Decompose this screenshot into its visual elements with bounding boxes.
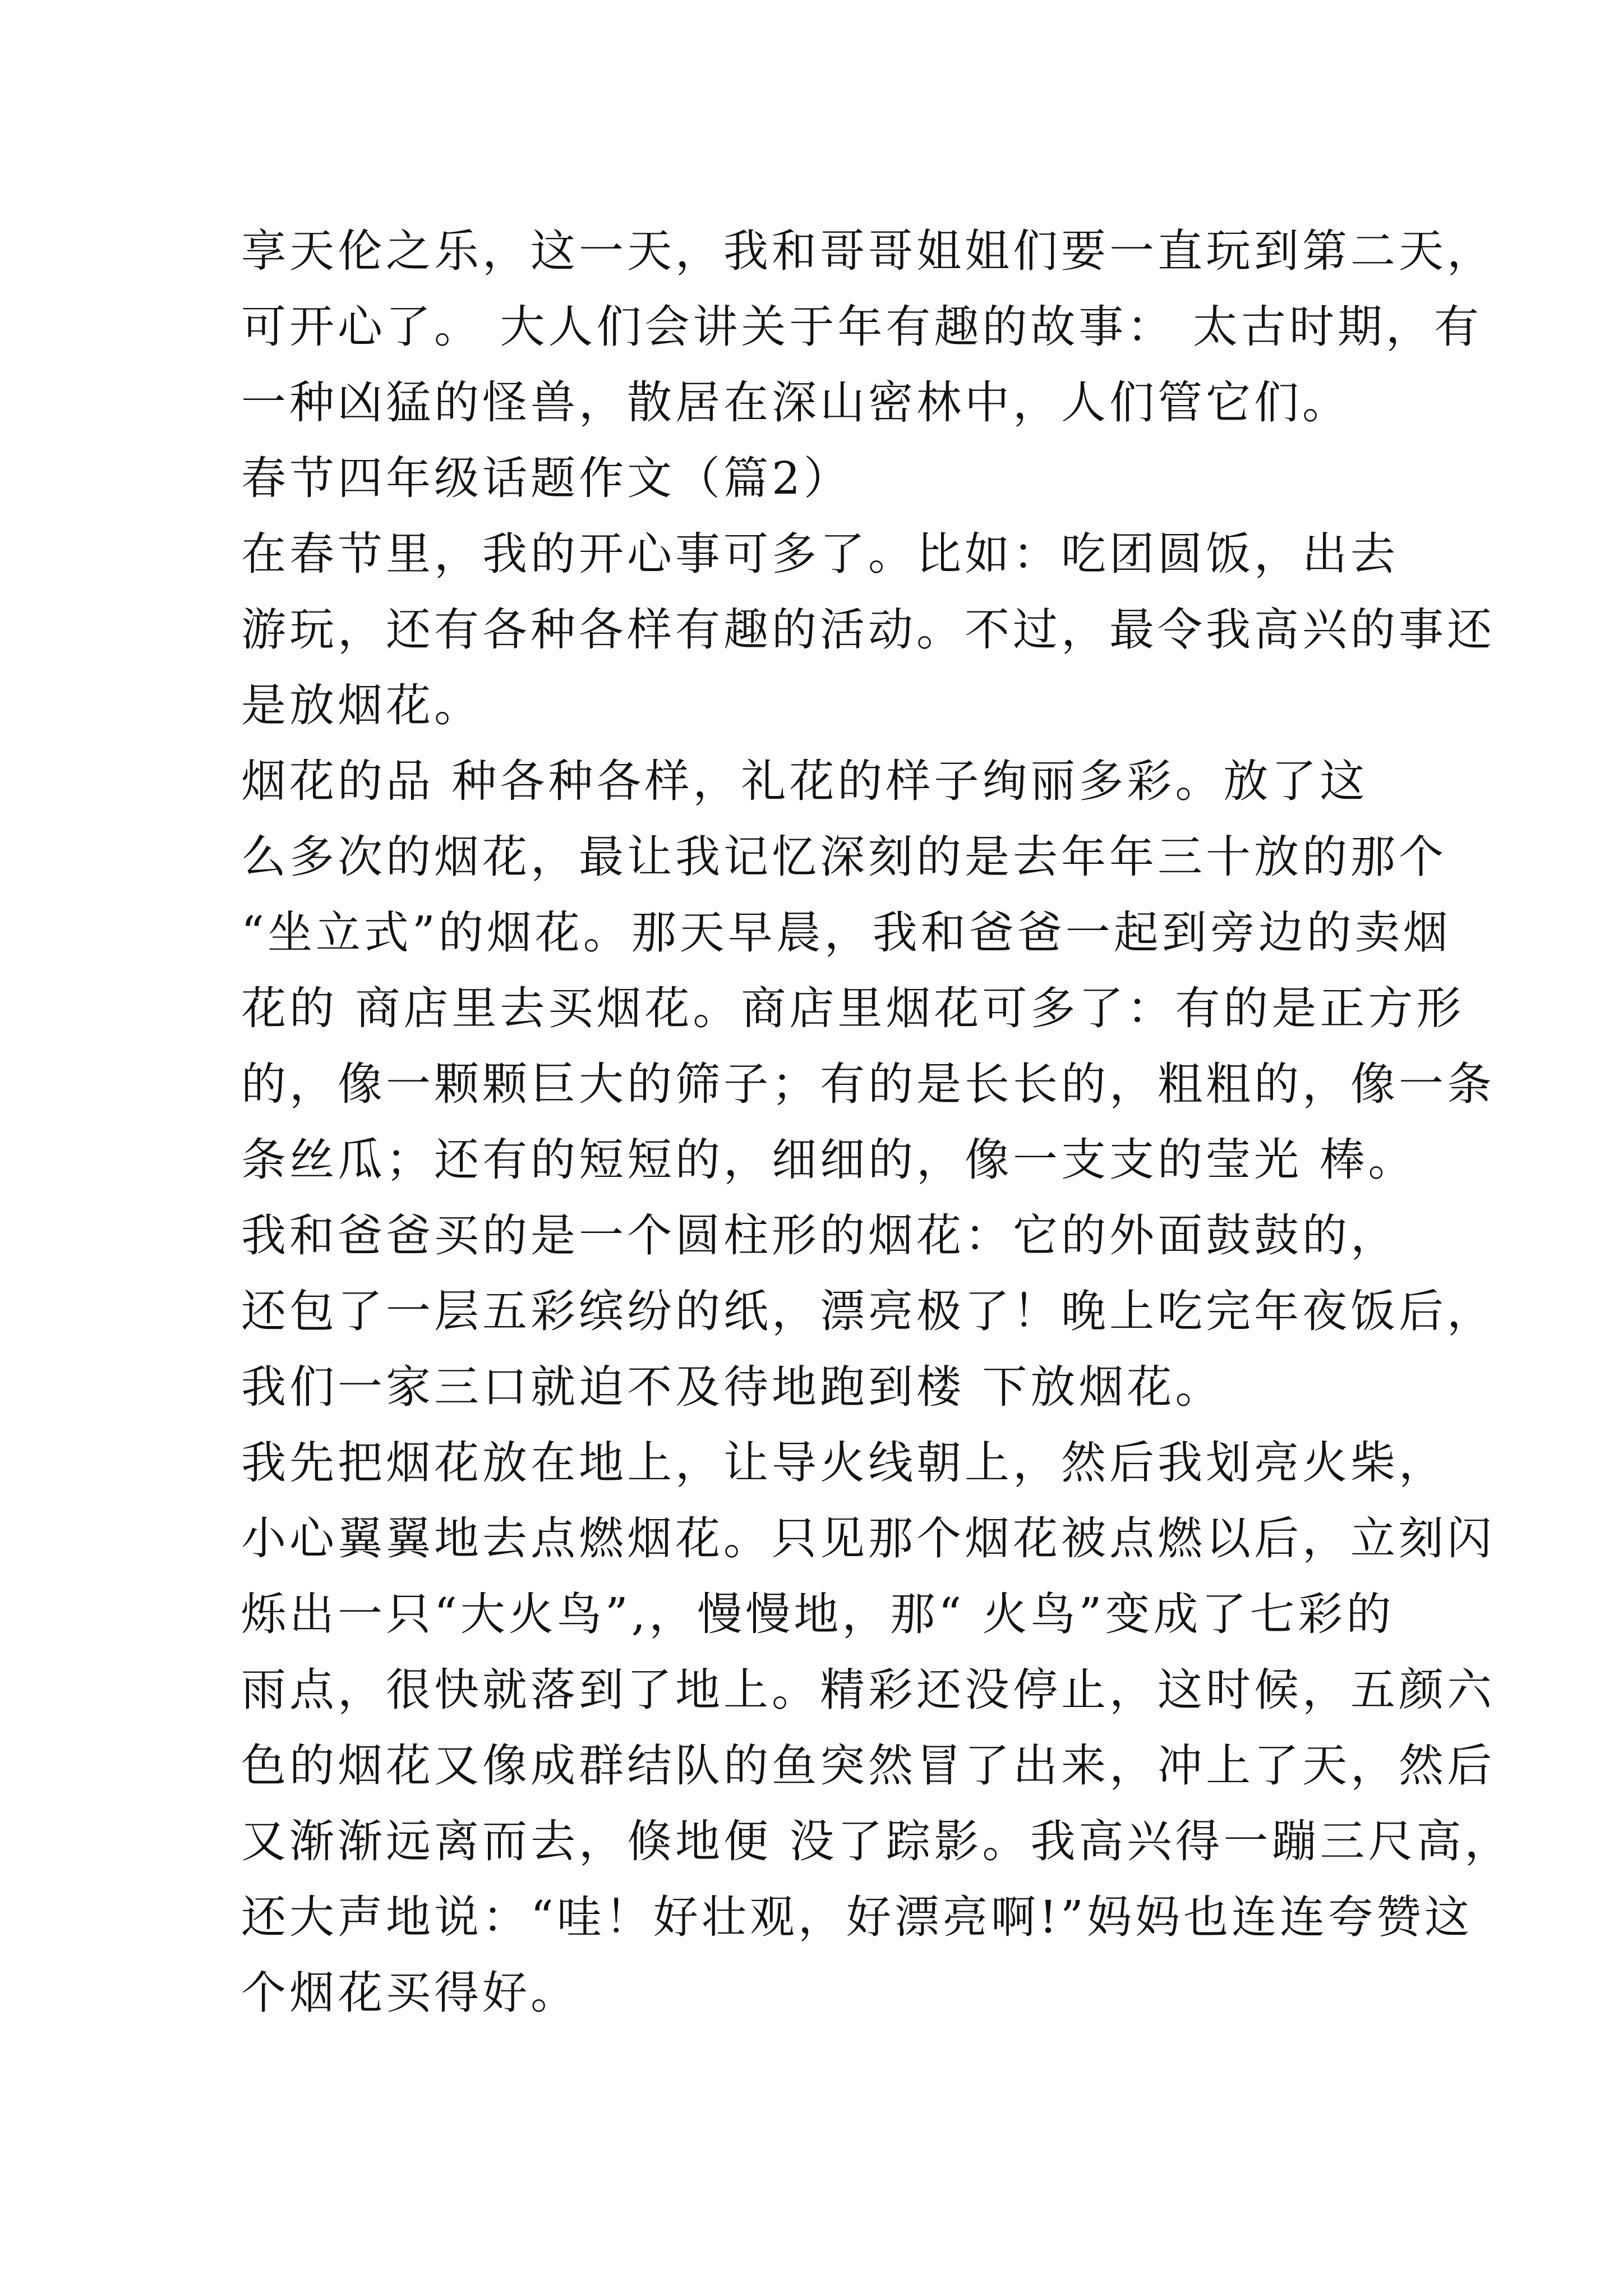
paragraph	[241, 743, 1495, 1198]
text-line: 烟花的品 种各种各样，礼花的样子绚丽多彩。放了这	[241, 755, 1368, 807]
text-line: 在春节里，我的开心事可多了。比如：吃团圆饭，出去	[241, 528, 1399, 580]
text-line: 我先把烟花放在地上，让导火线朝上，然后我划亮火柴，	[241, 1437, 1447, 1489]
text-line: 花的 商店里去买烟花。商店里烟花可多了：有的是正方形	[241, 982, 1465, 1034]
text-line: 雨点，很快就落到了地上。精彩还没停止，这时候，五颜六	[241, 1664, 1495, 1716]
text-line: 春节四年级话题作文（篇2）	[241, 452, 852, 504]
document-body	[241, 213, 1513, 2031]
text-line: 个烟花买得好。	[241, 1967, 579, 2019]
text-line: 小心翼翼地去点燃烟花。只见那个烟花被点燃以后，立刻闪	[241, 1512, 1495, 1565]
text-line: 还包了一层五彩缤纷的纸，漂亮极了！晚上吃完年夜饭后，	[241, 1285, 1495, 1337]
text-line: 我们一家三口就迫不及待地跑到楼 下放烟花。	[241, 1361, 1224, 1413]
text-line: 还大声地说：“哇！好壮观，好漂亮啊!”妈妈也连连夸赞这	[241, 1891, 1473, 1943]
text-line: 么多次的烟花，最让我记忆深刻的是去年年三十放的那个	[241, 831, 1447, 883]
text-line: 游玩，还有各种各样有趣的活动。不过，最令我高兴的事还	[241, 604, 1495, 656]
text-line: 我和爸爸买的是一个圆柱形的烟花：它的外面鼓鼓的，	[241, 1209, 1399, 1262]
text-line: 可开心了。 大人们会讲关于年有趣的故事： 太古时期，有	[241, 301, 1482, 353]
section-title	[241, 440, 1408, 516]
text-line: 享天伦之乐，这一天，我和哥哥姐姐们要一直玩到第二天，	[241, 225, 1495, 277]
paragraph	[241, 213, 1495, 440]
text-line: 又渐渐远离而去，倏地便 没了踪影。我高兴得一蹦三尺高，	[241, 1815, 1513, 1867]
paragraph	[241, 1425, 1513, 2031]
text-line: 是放烟花。	[241, 679, 482, 731]
text-line: 一种凶猛的怪兽，散居在深山密林中，人们管它们。	[241, 376, 1350, 429]
text-line: 色的烟花又像成群结队的鱼突然冒了出来，冲上了天，然后	[241, 1740, 1495, 1792]
text-line: 的，像一颗颗巨大的筛子；有的是长长的，粗粗的，像一条	[241, 1058, 1495, 1110]
paragraph	[241, 1198, 1495, 1425]
paragraph	[241, 516, 1495, 743]
text-line: 条丝瓜；还有的短短的，细细的，像一支支的莹光 棒。	[241, 1134, 1417, 1186]
text-line: “坐立式”的烟花。那天早晨，我和爸爸一起到旁边的卖烟	[241, 907, 1451, 959]
text-line: 烁出一只“大火鸟”,，慢慢地，那“ 火鸟”变成了七彩的	[241, 1588, 1395, 1640]
